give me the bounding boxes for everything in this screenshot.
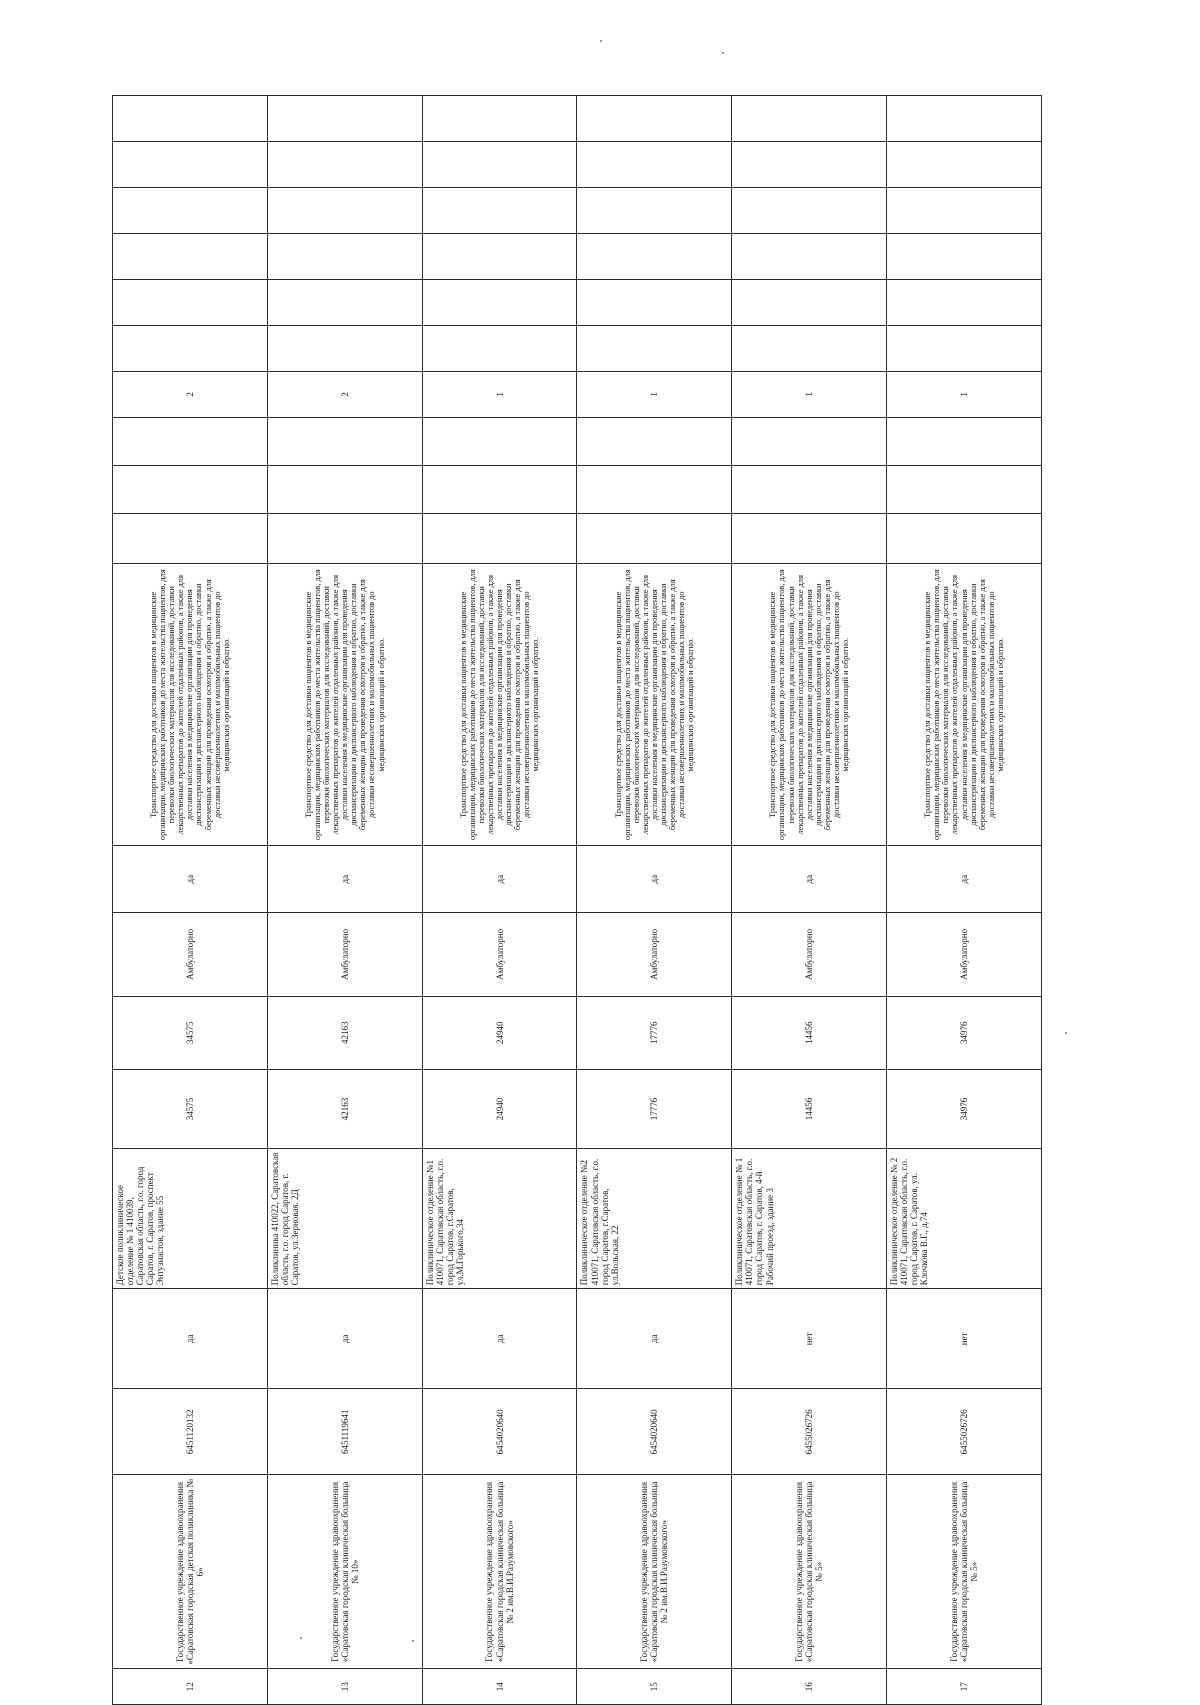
organization-inn: 6455026726 [732, 1389, 887, 1475]
table-row [577, 96, 732, 1705]
empty-cell [113, 234, 268, 280]
empty-cell [732, 234, 887, 280]
vehicle-count: 1 [732, 371, 887, 417]
empty-cell [577, 417, 732, 465]
empty-cell [887, 325, 1042, 371]
vehicle-purpose: Транспортное средство для доставки пациентов в медицинские организации, медицинских работников до места жительства пациентов, для перевозки биологических материалов для исследований, доставки лекарственных препаратов до жителей отдаленных районов, а также для доставки населения в медицинские организации для проведения диспансеризации и диспансерного наблюдения и обратно, доставки беременных женщин для проведения осмотров и обратно, а также для доставки несовершеннолетних и маломобильных пациентов до медицинских организаций и обратно. [732, 564, 887, 846]
value-cell-2: 17776 [577, 996, 732, 1069]
empty-cell [113, 417, 268, 465]
empty-cell [267, 514, 422, 564]
empty-cell [422, 417, 577, 465]
empty-cell [887, 96, 1042, 142]
row-number: 14 [422, 1669, 577, 1705]
care-mode: Амбулаторно [887, 913, 1042, 997]
organization-name: Государственное учреждение здравоохранения «Саратовская городская клиническая больница № 5» [732, 1475, 887, 1669]
organization-inn: 6451119641 [267, 1389, 422, 1475]
organization-inn: 6454020640 [422, 1389, 577, 1475]
empty-cell [732, 325, 887, 371]
organization-name: Государственное учреждение здравоохранения «Саратовская городская клиническая больница № 2 им.В.И.Разумовского» [577, 1475, 732, 1669]
value-cell-1: 42163 [267, 1069, 422, 1148]
empty-cell [267, 280, 422, 326]
flag-cell: да [577, 1289, 732, 1389]
facility-address: Поликлиническое отделение № 2 410071, Саратовская область, г.о. город Саратов, г. Саратов, ул. Клочкова В.Г., д.74 [887, 1149, 1042, 1289]
vehicle-purpose: Транспортное средство для доставки пациентов в медицинские организации, медицинских работников до места жительства пациентов, для перевозки биологических материалов для исследований, доставки лекарственных препаратов до жителей отдаленных районов, а также для доставки населения в медицинские организации для проведения диспансеризации и диспансерного наблюдения и обратно, доставки беременных женщин для проведения осмотров и обратно, а также для доставки несовершеннолетних и маломобильных пациентов до медицинских организаций и обратно. [267, 564, 422, 846]
empty-cell [267, 325, 422, 371]
facility-address: Поликлиническое отделение №2 410071, Саратовская область, г.о. город Саратов, г.Саратов, ул.Вольская, 22 [577, 1149, 732, 1289]
flag-cell-2: да [732, 846, 887, 913]
empty-cell [887, 142, 1042, 188]
vehicle-count: 2 [267, 371, 422, 417]
empty-cell [267, 142, 422, 188]
value-cell-1: 17776 [577, 1069, 732, 1148]
value-cell-2: 24940 [422, 996, 577, 1069]
empty-cell [113, 465, 268, 513]
vehicle-count: 1 [887, 371, 1042, 417]
empty-cell [887, 465, 1042, 513]
value-cell-1: 34575 [113, 1069, 268, 1148]
row-number: 12 [113, 1669, 268, 1705]
empty-cell [887, 234, 1042, 280]
empty-cell [113, 325, 268, 371]
value-cell-2: 42163 [267, 996, 422, 1069]
table-row [422, 96, 577, 1705]
empty-cell [732, 514, 887, 564]
value-cell-1: 34976 [887, 1069, 1042, 1148]
facility-address: Поликлиническое отделение №1 410071, Саратовская область, г.о. город Саратов, г.Саратов, ул.М.Горького,34 [422, 1149, 577, 1289]
empty-cell [887, 417, 1042, 465]
vehicle-purpose: Транспортное средство для доставки пациентов в медицинские организации, медицинских работников до места жительства пациентов, для перевозки биологических материалов для исследований, доставки лекарственных препаратов до жителей отдаленных районов, а также для доставки населения в медицинские организации для проведения диспансеризации и диспансерного наблюдения и обратно, доставки беременных женщин для проведения осмотров и обратно, а также для доставки несовершеннолетних и маломобильных пациентов до медицинских организаций и обратно. [577, 564, 732, 846]
row-number: 15 [577, 1669, 732, 1705]
row-number: 13 [267, 1669, 422, 1705]
empty-cell [577, 325, 732, 371]
facilities-table [112, 95, 1042, 1705]
flag-cell-2: да [577, 846, 732, 913]
flag-cell: нет [887, 1289, 1042, 1389]
empty-cell [732, 96, 887, 142]
organization-inn: 6454020640 [577, 1389, 732, 1475]
scan-speck [1065, 1032, 1067, 1034]
empty-cell [732, 142, 887, 188]
table-row [267, 96, 422, 1705]
vehicle-purpose: Транспортное средство для доставки пациентов в медицинские организации, медицинских работников до места жительства пациентов, для перевозки биологических материалов для исследований, доставки лекарственных препаратов до жителей отдаленных районов, а также для доставки населения в медицинские организации для проведения диспансеризации и диспансерного наблюдения и обратно, доставки беременных женщин для проведения осмотров и обратно, а также для доставки несовершеннолетних и маломобильных пациентов до медицинских организаций и обратно. [113, 564, 268, 846]
empty-cell [267, 188, 422, 234]
flag-cell: нет [732, 1289, 887, 1389]
flag-cell-2: да [267, 846, 422, 913]
flag-cell: да [113, 1289, 268, 1389]
empty-cell [113, 188, 268, 234]
empty-cell [267, 96, 422, 142]
flag-cell-2: да [113, 846, 268, 913]
empty-cell [422, 142, 577, 188]
care-mode: Амбулаторно [577, 913, 732, 997]
facility-address: Детское поликлиническое отделение № 1 410039, Саратовская область, г.о. город Саратов, г. Саратов, проспект Энтузиастов, здание 55 [113, 1149, 268, 1289]
empty-cell [577, 96, 732, 142]
empty-cell [577, 142, 732, 188]
vehicle-count: 1 [577, 371, 732, 417]
empty-cell [577, 234, 732, 280]
empty-cell [422, 514, 577, 564]
facility-address: Поликлиника 410022, Саратовская область, г.о. город Саратов, г. Саратов, ул.Зерновая. 2Д [267, 1149, 422, 1289]
care-mode: Амбулаторно [422, 913, 577, 997]
empty-cell [422, 280, 577, 326]
empty-cell [113, 142, 268, 188]
empty-cell [732, 280, 887, 326]
empty-cell [732, 188, 887, 234]
empty-cell [887, 280, 1042, 326]
empty-cell [113, 280, 268, 326]
empty-cell [267, 465, 422, 513]
organization-inn: 6451120132 [113, 1389, 268, 1475]
table-row [113, 96, 268, 1705]
care-mode: Амбулаторно [732, 913, 887, 997]
value-cell-2: 34575 [113, 996, 268, 1069]
flag-cell-2: да [422, 846, 577, 913]
flag-cell: да [267, 1289, 422, 1389]
flag-cell-2: да [887, 846, 1042, 913]
care-mode: Амбулаторно [267, 913, 422, 997]
empty-cell [422, 234, 577, 280]
empty-cell [732, 465, 887, 513]
organization-name: Государственное учреждение здравоохранения «Саратовская городская клиническая больница № 2 им.В.И.Разумовского» [422, 1475, 577, 1669]
empty-cell [887, 188, 1042, 234]
empty-cell [577, 514, 732, 564]
empty-cell [732, 417, 887, 465]
empty-cell [422, 325, 577, 371]
empty-cell [422, 188, 577, 234]
organization-name: Государственное учреждение здравоохранения «Саратовская городская клиническая больница № 5» [887, 1475, 1042, 1669]
value-cell-1: 14456 [732, 1069, 887, 1148]
empty-cell [577, 465, 732, 513]
empty-cell [422, 96, 577, 142]
empty-cell [577, 280, 732, 326]
empty-cell [267, 234, 422, 280]
table-row [887, 96, 1042, 1705]
table-row [732, 96, 887, 1705]
value-cell-2: 14456 [732, 996, 887, 1069]
organization-inn: 6455026726 [887, 1389, 1042, 1475]
rotated-table-container [112, 95, 1042, 1705]
value-cell-2: 34976 [887, 996, 1042, 1069]
scan-speck [600, 40, 602, 42]
row-number: 16 [732, 1669, 887, 1705]
row-number: 17 [887, 1669, 1042, 1705]
flag-cell: да [422, 1289, 577, 1389]
scan-speck [722, 52, 724, 54]
empty-cell [887, 514, 1042, 564]
empty-cell [577, 188, 732, 234]
value-cell-1: 24940 [422, 1069, 577, 1148]
organization-name: Государственное учреждение здравоохранения «Саратовская городская клиническая больница № 10» [267, 1475, 422, 1669]
vehicle-count: 2 [113, 371, 268, 417]
facility-address: Поликлиническое отделение № 1 410071, Саратовская область, г.о. город Саратов, г. Саратов, 4-й Рабочий проезд, здание 3 [732, 1149, 887, 1289]
care-mode: Амбулаторно [113, 913, 268, 997]
vehicle-purpose: Транспортное средство для доставки пациентов в медицинские организации, медицинских работников до места жительства пациентов, для перевозки биологических материалов для исследований, доставки лекарственных препаратов до жителей отдаленных районов, а также для доставки населения в медицинские организации для проведения диспансеризации и диспансерного наблюдения и обратно, доставки беременных женщин для проведения осмотров и обратно, а также для доставки несовершеннолетних и маломобильных пациентов до медицинских организаций и обратно. [887, 564, 1042, 846]
vehicle-purpose: Транспортное средство для доставки пациентов в медицинские организации, медицинских работников до места жительства пациентов, для перевозки биологических материалов для исследований, доставки лекарственных препаратов до жителей отдаленных районов, а также для доставки населения в медицинские организации для проведения диспансеризации и диспансерного наблюдения и обратно, доставки беременных женщин для проведения осмотров и обратно, а также для доставки несовершеннолетних и маломобильных пациентов до медицинских организаций и обратно. [422, 564, 577, 846]
organization-name: Государственное учреждение здравоохранения «Саратовская городская детская поликлиника № 6» [113, 1475, 268, 1669]
empty-cell [422, 465, 577, 513]
empty-cell [113, 514, 268, 564]
empty-cell [267, 417, 422, 465]
empty-cell [113, 96, 268, 142]
vehicle-count: 1 [422, 371, 577, 417]
